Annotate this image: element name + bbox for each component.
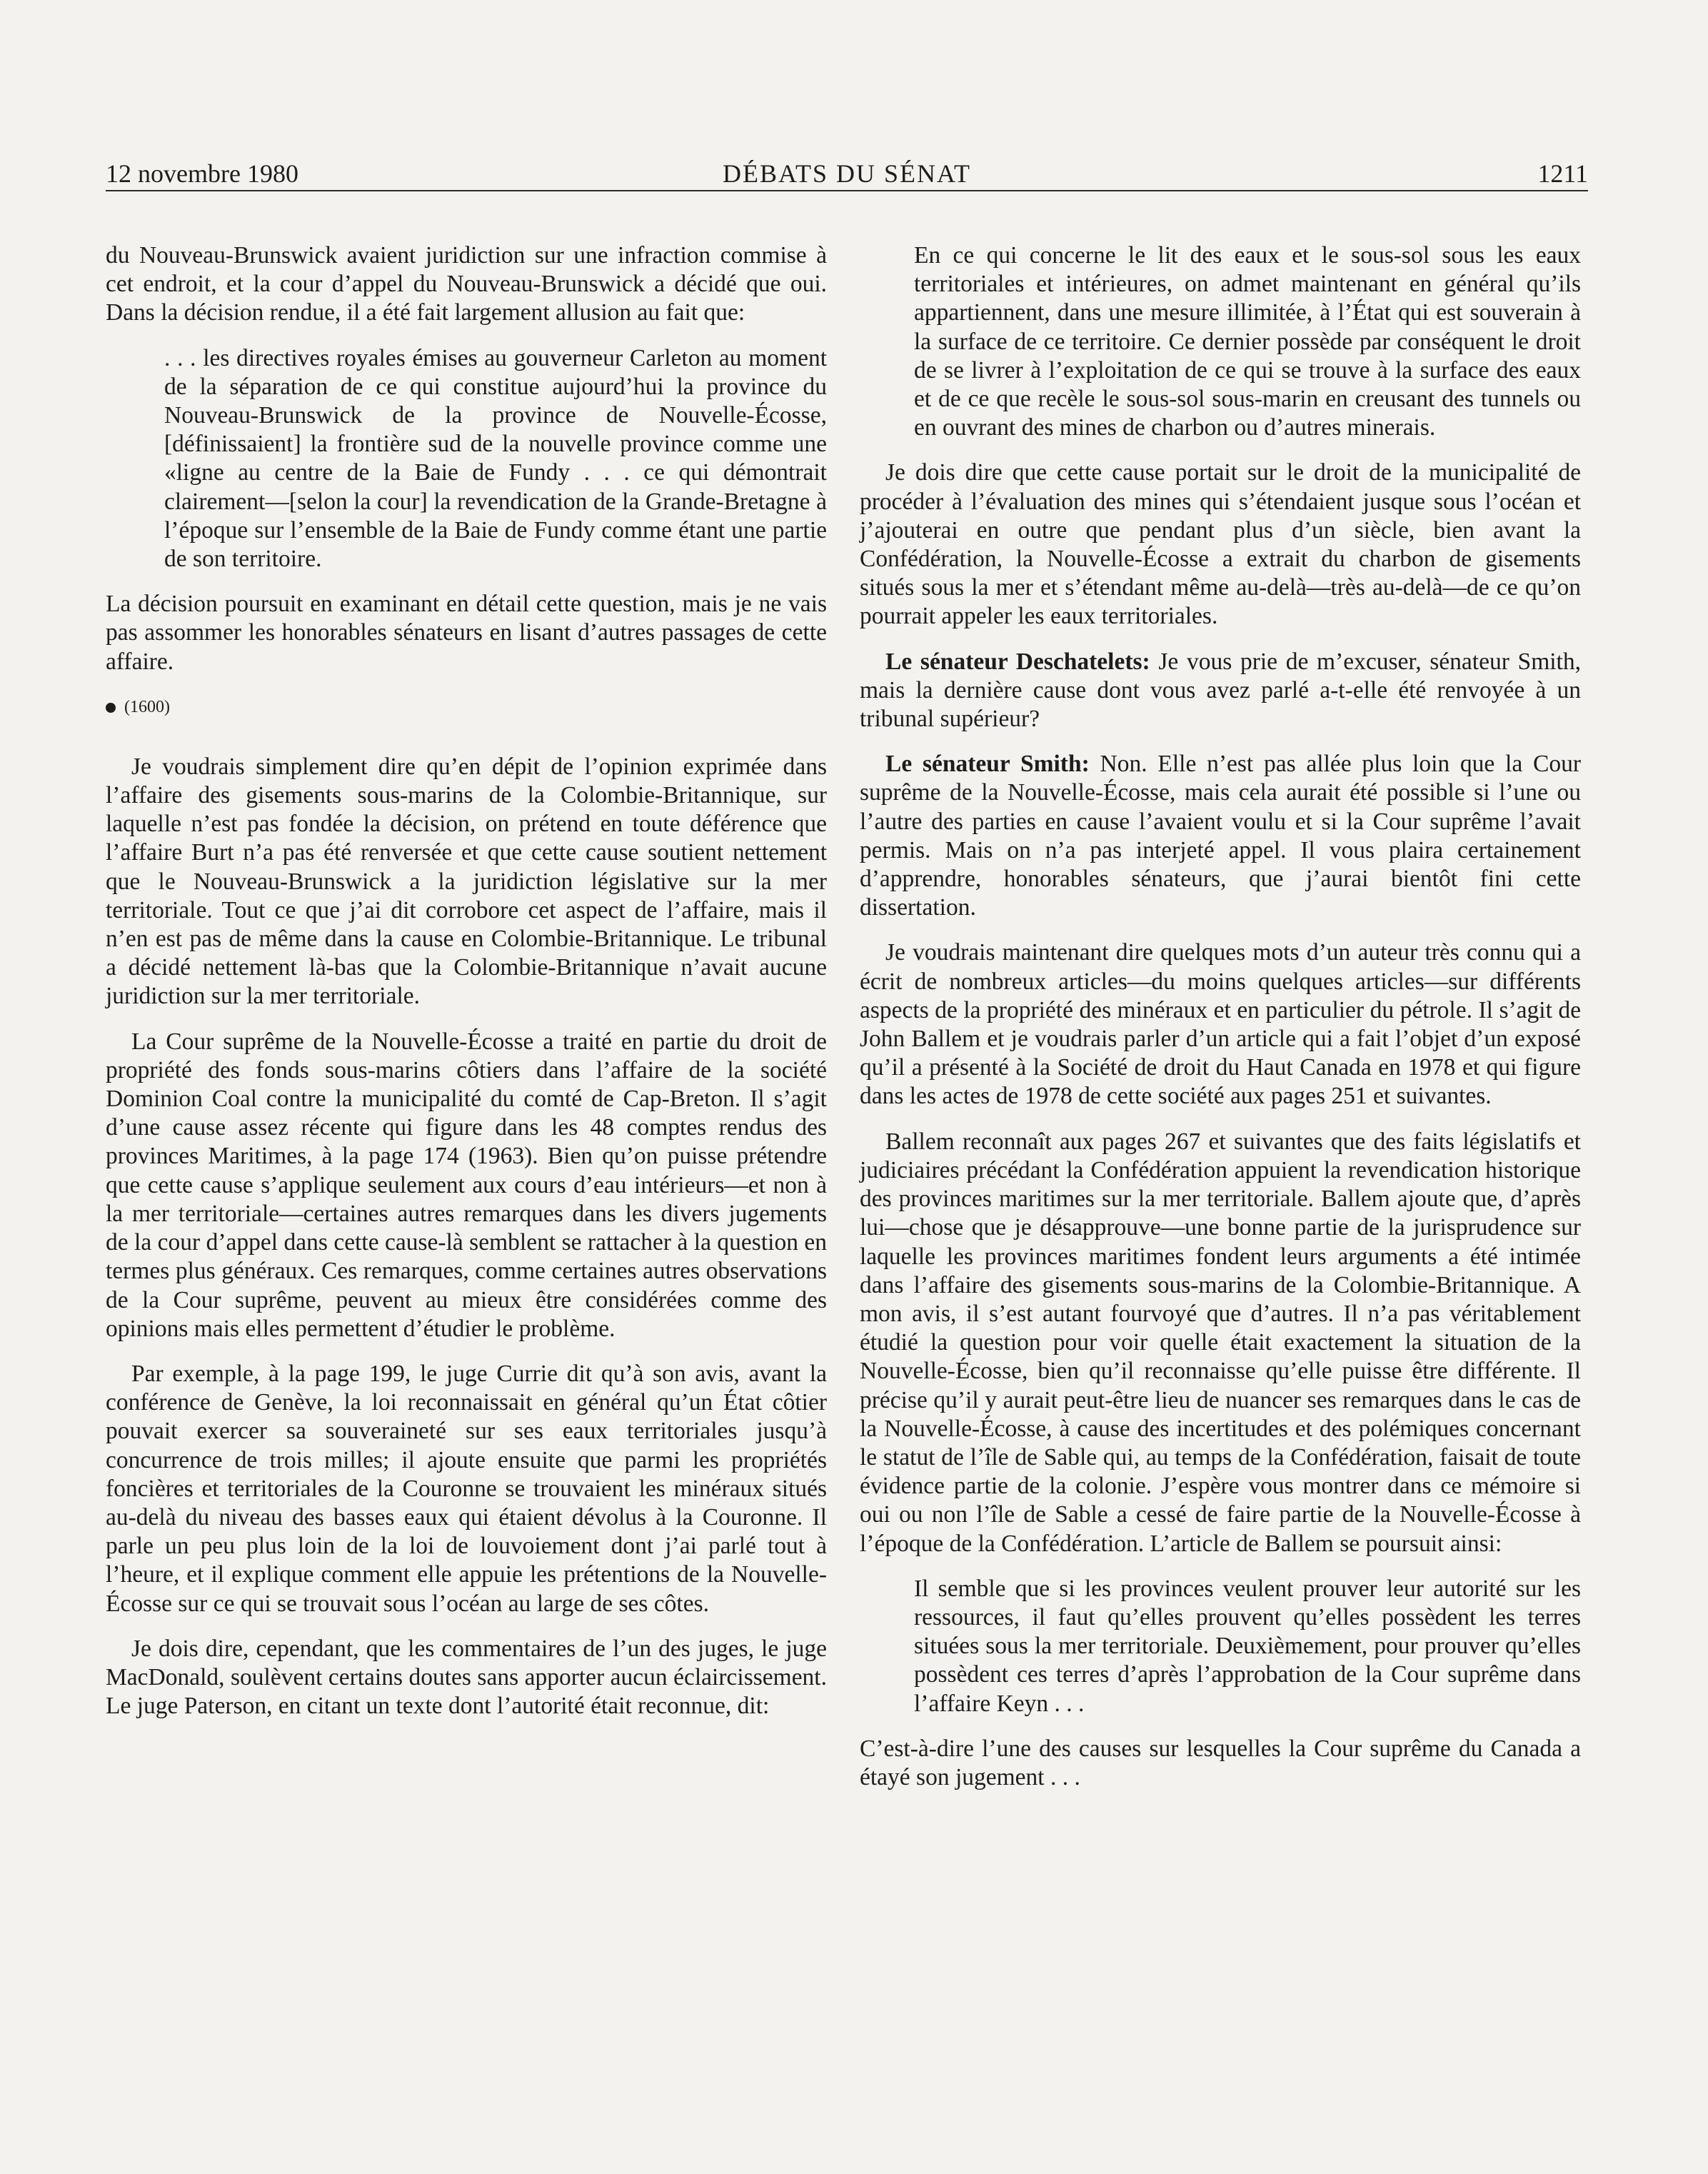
paragraph: Ballem reconnaît aux pages 267 et suivantes que des faits législatifs et judiciaires précédant la Confédération appuient la revendication historique des provinces maritimes sur la mer territoriale. Ballem ajoute que, d’après lui—chose que je désapprouve—une bonne partie de la jurisprudence sur laquelle les provinces maritimes fondent leurs arguments a été intimée dans l’affaire des gisements sous-marins de la Colombie-Britannique. A mon avis, il s’est autant fourvoyé que d’autres. Il n’a pas véritablement étudié la question pour voir quelle était exactement la situation de la Nouvelle-Écosse, bien qu’il reconnaisse qu’elle puisse être différente. Il précise qu’il y aurait peut-être lieu de nuancer ses remarques dans le cas de la Nouvelle-Écosse, à cause des incertitudes et des polémiques concernant le statut de l’île de Sable qui, au temps de la Confédération, faisait de toute évidence partie de la colonie. J’espère vous montrer dans ce mémoire si oui ou non l’île de Sable a cessé de faire partie de la Nouvelle-Écosse à l’époque de la Confédération. L’article de Ballem se poursuit ainsi:: [860, 1128, 1581, 1557]
right-column: [860, 241, 1581, 1808]
paragraph: Par exemple, à la page 199, le juge Currie dit qu’à son avis, avant la conférence de Genève, la loi reconnaissait en général qu’un État côtier pouvait exercer sa souveraineté sur ses eaux territoriales jusqu’à concurrence de trois milles; il ajoute ensuite que parmi les propriétés foncières et territoriales de la Couronne se trouvaient les minéraux situés au-delà du niveau des basses eaux qui étaient dévolus à la Couronne. Il parle un peu plus loin de la loi de louvoiement dont j’ai parlé tout à l’heure, et il explique comment elle appuie les prétentions de la Nouvelle-Écosse sur ce qui se trouvait sous l’océan au large de ses côtes.: [106, 1360, 827, 1617]
paragraph: C’est-à-dire l’une des causes sur lesquelles la Cour suprême du Canada a étayé son jugement . . .: [860, 1735, 1581, 1790]
left-column: [106, 241, 827, 1737]
block-quote: . . . les directives royales émises au gouverneur Carleton au moment de la séparation de ce qui constitue aujourd’hui la province du Nouveau-Brunswick de la province de Nouvelle-Écosse, [définissaient] la frontière sud de la nouvelle province comme une «ligne au centre de la Baie de Fundy . . . ce qui démontrait clairement—[selon la cour] la revendication de la Grande-Bretagne à l’époque sur l’ensemble de la Baie de Fundy comme étant une partie de son territoire.: [164, 344, 827, 573]
time-marker: [106, 693, 827, 721]
block-quote: En ce qui concerne le lit des eaux et le sous-sol sous les eaux territoriales et intérieures, on admet maintenant en général qu’ils appartiennent, dans une mesure illimitée, à l’État qui est souverain à la surface de ce territoire. Ce dernier possède par conséquent le droit de se livrer à l’exploitation de ce qui se trouve à la surface des eaux et de ce que recèle le sous-sol sous-marin en creusant des tunnels ou en ouvrant des mines de charbon ou d’autres minerais.: [914, 242, 1581, 441]
speech-text: Je vous prie de m’excuser, sénateur Smith, mais la dernière cause dont vous avez parlé a-t-elle été renvoyée à un tribunal supérieur?: [860, 648, 1581, 733]
header-date: 12 novembre 1980: [106, 159, 298, 188]
speech-smith: [860, 750, 1581, 922]
paragraph: Je dois dire, cependant, que les commentaires de l’un des juges, le juge MacDonald, soulèvent certains doutes sans apporter aucun éclaircissement. Le juge Paterson, en citant un texte dont l’autorité était reconnue, dit:: [106, 1635, 827, 1720]
paragraph: La décision poursuit en examinant en détail cette question, mais je ne vais pas assommer les honorables sénateurs en lisant d’autres passages de cette affaire.: [106, 591, 827, 675]
header-title: DÉBATS DU SÉNAT: [722, 159, 972, 188]
speech-text: Non. Elle n’est pas allée plus loin que la Cour suprême de la Nouvelle-Écosse, mais cela aurait été possible si l’une ou l’autre des parties en cause l’avaient voulu et si la Cour suprême l’avait permis. Mais on n’a pas interjeté appel. Il vous plaira certainement d’apprendre, honorables sénateurs, que j’aurai bientôt fini cette dissertation.: [860, 751, 1582, 921]
time-marker-label: (1600): [124, 697, 170, 716]
header-page-number: 1211: [1537, 159, 1588, 188]
page-header: [106, 153, 1588, 194]
bullet-icon: [106, 703, 116, 713]
paragraph: du Nouveau-Brunswick avaient juridiction sur une infraction commise à cet endroit, et la cour d’appel du Nouveau-Brunswick a décidé que oui. Dans la décision rendue, il a été fait largement allusion au fait que:: [106, 242, 827, 326]
paragraph: Je voudrais simplement dire qu’en dépit de l’opinion exprimée dans l’affaire des gisements sous-marins de la Colombie-Britannique, sur laquelle n’est pas fondée la décision, on prétend en toute déférence que l’affaire Burt n’a pas été renversée et que cette cause soutient nettement que le Nouveau-Brunswick a la juridiction législative sur la mer territoriale. Tout ce que j’ai dit corrobore cet aspect de l’affaire, mais il n’en est pas de même dans la cause en Colombie-Britannique. Le tribunal a décidé nettement là-bas que la Colombie-Britannique n’avait aucune juridiction sur la mer territoriale.: [106, 753, 827, 1010]
paragraph: La Cour suprême de la Nouvelle-Écosse a traité en partie du droit de propriété des fonds sous-marins côtiers dans l’affaire de la société Dominion Coal contre la municipalité du comté de Cap-Breton. Il s’agit d’une cause assez récente qui figure dans les 48 comptes rendus des provinces Maritimes, à la page 174 (1963). Bien qu’on puisse prétendre que cette cause s’applique seulement aux cours d’eau intérieurs—et non à la mer territoriale—certaines autres remarques dans les divers jugements de la cour d’appel dans cette cause-là semblent se rattacher à la question en termes plus généraux. Ces remarques, comme certaines autres observations de la Cour suprême, peuvent au mieux être considérées comme des opinions mais elles permettent d’étudier le problème.: [106, 1028, 827, 1342]
speaker-name: Le sénateur Smith:: [885, 751, 1090, 778]
paragraph: Je dois dire que cette cause portait sur le droit de la municipalité de procéder à l’évaluation des mines qui s’étendaient jusque sous l’océan et j’ajouterai en outre que pendant plus d’un siècle, bien avant la Confédération, la Nouvelle-Écosse a extrait du charbon de gisements situés sous la mer et s’étendant même au-delà—très au-delà—de ce qu’on pourrait appeler les eaux territoriales.: [860, 459, 1581, 630]
header-rule: [106, 190, 1588, 191]
speaker-name: Le sénateur Deschatelets:: [885, 648, 1150, 675]
paragraph: Je voudrais maintenant dire quelques mots d’un auteur très connu qui a écrit de nombreux articles—du moins quelques articles—sur différents aspects de la propriété des minéraux et en particulier du pétrole. Il s’agit de John Ballem et je voudrais parler d’un article qui a fait l’objet d’un exposé qu’il a présenté à la Société de droit du Haut Canada en 1978 et qui figure dans les actes de 1978 de cette société aux pages 251 et suivantes.: [860, 939, 1581, 1110]
block-quote: Il semble que si les provinces veulent prouver leur autorité sur les ressources, il faut qu’elles prouvent qu’elles possèdent les terres situées sous la mer territoriale. Deuxièmement, pour prouver qu’elles possèdent ces terres d’après l’approbation de la Cour suprême dans l’affaire Keyn . . .: [914, 1575, 1581, 1717]
speech-deschatelets: [860, 648, 1581, 734]
